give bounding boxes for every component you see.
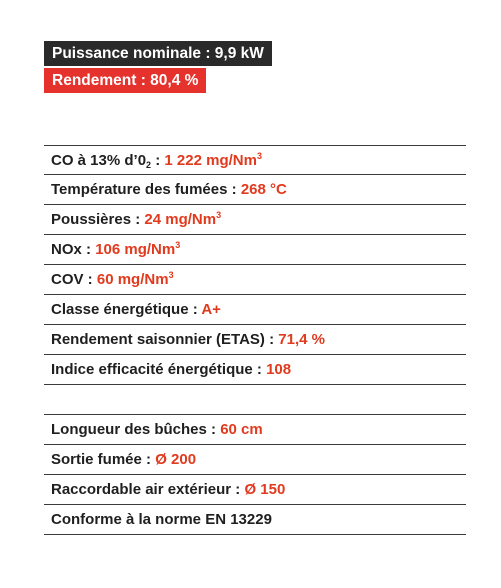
spec-label: Température des fumées (51, 181, 228, 198)
spec-row-flue-outlet (44, 445, 466, 475)
spec-row-energy-index (44, 355, 466, 385)
spec-row-outside-air (44, 475, 466, 505)
power-badge: Puissance nominale : 9,9 kW (44, 41, 272, 66)
spec-value: 71,4 % (278, 331, 325, 348)
spec-label: Rendement saisonnier (ETAS) (51, 331, 265, 348)
spec-value-superscript: 3 (175, 240, 181, 250)
spec-value: 108 (266, 361, 292, 378)
spec-label: Raccordable air extérieur (51, 481, 232, 498)
spec-row-flue-temperature (44, 175, 466, 205)
spec-label: Conforme à la norme EN 13229 (51, 511, 272, 528)
spec-label: CO à 13% d’0 (51, 152, 147, 169)
spec-label: Longueur des bûches (51, 421, 207, 438)
spec-row-cov (44, 265, 466, 295)
spec-row-standard (44, 505, 466, 535)
spec-label: NOx (51, 241, 82, 258)
efficiency-badge: Rendement : 80,4 % (44, 68, 206, 93)
spec-row-nox (44, 235, 466, 265)
spec-separator: : (231, 481, 245, 498)
spec-separator: : (151, 152, 165, 169)
spec-row-log-length (44, 415, 466, 445)
spec-value-superscript: 3 (168, 270, 174, 280)
spec-value: Ø 150 (244, 481, 286, 498)
spec-table (44, 145, 466, 535)
spec-row-seasonal-efficiency (44, 325, 466, 355)
spec-separator: : (264, 331, 279, 348)
spacer-row (44, 385, 466, 415)
spec-value: 106 mg/Nm$^3$ (95, 240, 181, 258)
spec-separator: : (227, 181, 241, 198)
spec-row-co (44, 145, 466, 175)
spec-row-dust (44, 205, 466, 235)
spec-value: 268 °C (240, 181, 287, 198)
spec-label-subscript: 2 (146, 160, 152, 170)
spec-value: 1 222 mg/Nm$^3$ (164, 151, 262, 169)
spec-label: Indice efficacité énergétique (51, 361, 253, 378)
spec-label: Poussières (51, 211, 132, 228)
spec-value: 60 mg/Nm$^3$ (96, 270, 174, 288)
spec-separator: : (131, 211, 145, 228)
spec-separator: : (83, 271, 97, 288)
spec-value-superscript: 3 (256, 151, 262, 161)
spec-separator: : (188, 301, 202, 318)
spec-label: Classe énergétique (51, 301, 189, 318)
spec-separator: : (206, 421, 221, 438)
spec-value: A+ (201, 301, 221, 318)
spec-value: Ø 200 (155, 451, 197, 468)
spec-value: 24 mg/Nm$^3$ (144, 210, 222, 228)
spec-row-energy-class (44, 295, 466, 325)
spec-separator: : (81, 241, 96, 258)
spec-label: COV (51, 271, 84, 288)
spec-label: Sortie fumée (51, 451, 142, 468)
spec-separator: : (252, 361, 267, 378)
spec-separator: : (141, 451, 156, 468)
spec-value-superscript: 3 (216, 210, 222, 220)
spec-value: 60 cm (220, 421, 263, 438)
